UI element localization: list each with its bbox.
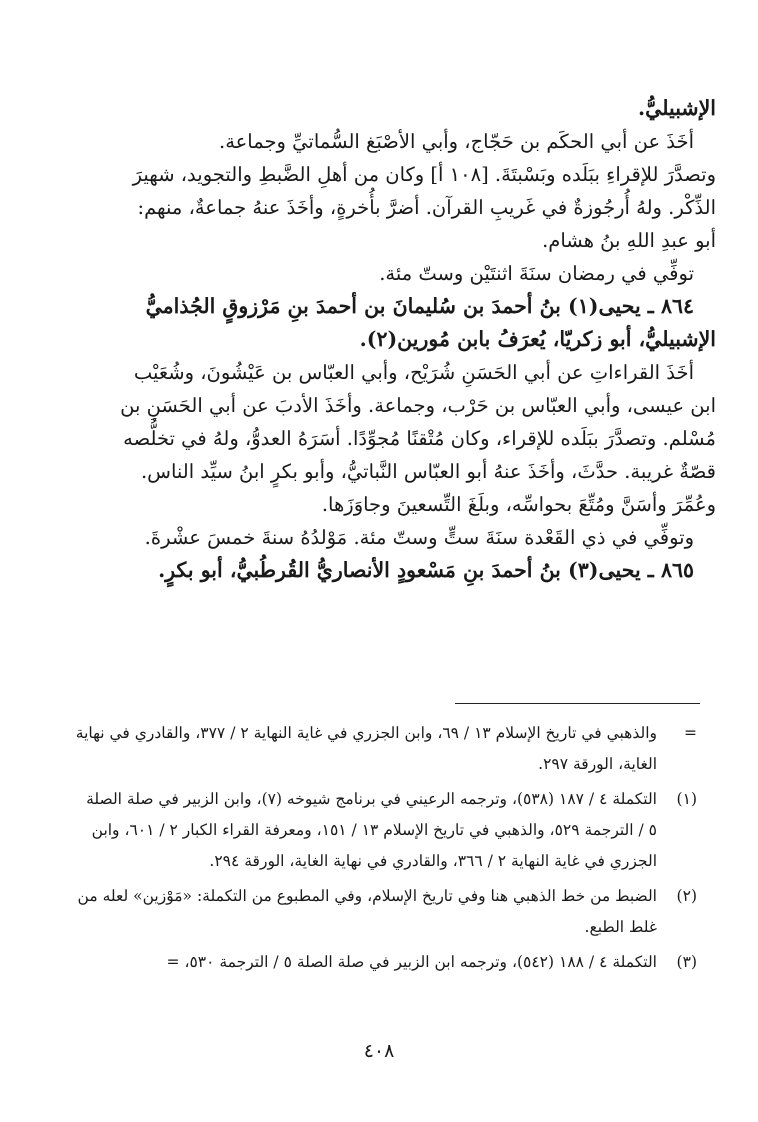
text-line: الذِّكْر. ولهُ أُرجُوزةٌ في غَريبِ القرآن. أضرَّ بأُخرةٍ، وأخَذَ عنهُ جماعةٌ، منهم: bbox=[137, 196, 716, 219]
footnote-1 bbox=[75, 784, 697, 877]
text-line: توفِّي في رمضان سنَةَ اثنتَيْن وستّ مئة. bbox=[379, 262, 694, 285]
footnote-3 bbox=[75, 947, 697, 978]
entry-heading-864-cont: الإشبيليُّ، أبو زكريّا، يُعرَفُ بابن مُورين(٢). bbox=[359, 327, 716, 351]
text-line: أخَذَ القراءاتِ عن أبي الحَسَنِ شُرَيْح، وأبي العبّاس بن عَيْشُونَ، وشُعَيْب bbox=[133, 361, 694, 384]
text-line: وتوفِّي في ذي القَعْدة سنَةَ ستٍّ وستّ مئة. مَوْلدُهُ سنةَ خمسَ عشْرةَ. bbox=[144, 526, 694, 549]
footnote-text: التكملة ٤ / ١٨٧ (٥٣٨)، وترجمه الرعيني في برنامج شيوخه (٧)، وابن الزبير في صلة الصلة ٥ / الترجمة ٥٢٩، والذهبي في تاريخ الإسلام ١٣ / ١٥١، ومعرفة القراء الكبار ٢ / ٦٠١، وابن الجزري في غاية النهاية ٢ / ٣٦٦، والقادري في نهاية الغاية، الورقة ٢٩٤. bbox=[86, 790, 657, 870]
footnote-text: والذهبي في تاريخ الإسلام ١٣ / ٦٩، وابن الجزري في غاية النهاية ٢ / ٣٧٧، والقادري في نهاية الغاية، الورقة ٢٩٧. bbox=[75, 724, 657, 773]
text-line: الإشبيليُّ. bbox=[638, 96, 716, 120]
footnote-text: الضبط من خط الذهبي هنا وفي تاريخ الإسلام، وفي المطبوع من التكملة: «مَوْزين» لعله من غلط الطبع. bbox=[77, 887, 657, 936]
footnote-text: التكملة ٤ / ١٨٨ (٥٤٢)، وترجمه ابن الزبير في صلة الصلة ٥ / الترجمة ٥٣٠، = bbox=[166, 953, 657, 971]
footnote-mark: (٣) bbox=[676, 953, 697, 971]
footnote-2 bbox=[75, 881, 697, 943]
footnote-mark: (٢) bbox=[676, 887, 697, 905]
entry-heading-864: ٨٦٤ ـ يحيى(١) بنُ أحمدَ بن سُليمانَ بن أحمدَ بنِ مَرْزوقٍ الجُذاميُّ bbox=[145, 294, 694, 318]
text-line: أخَذَ عن أبي الحكَم بن حَجّاج، وأبي الأصْبَغ السُّماتيِّ وجماعة. bbox=[219, 130, 694, 153]
text-line: ابن عيسى، وأبي العبّاس بن حَرْب، وجماعة. وأخَذَ الأدبَ عن أبي الحَسَنِ بن bbox=[120, 394, 716, 417]
entry-heading-865: ٨٦٥ ـ يحيى(٣) بنُ أحمدَ بنِ مَسْعودٍ الأنصاريُّ القُرطُبيُّ، أبو بكرٍ. bbox=[158, 558, 694, 582]
footnote-continued bbox=[75, 718, 697, 780]
main-text bbox=[68, 92, 716, 587]
footnotes bbox=[75, 718, 697, 982]
text-line: مُسْلم. وتصدَّرَ ببَلَده للإقراء، وكان مُتْقنًا مُجوِّدًا. أسَرَهُ العدوُّ، ولهُ في تخلُّصه bbox=[123, 427, 716, 450]
page-number: ٤٠٨ bbox=[363, 1040, 395, 1062]
text-line: وعُمِّرَ وأسَنَّ ومُتِّعَ بحواسِّه، وبلَغَ التِّسعينَ وجاوَزَها. bbox=[321, 493, 716, 516]
footnote-mark: = bbox=[684, 724, 697, 742]
text-line: قصّةٌ غريبة. حدَّثَ، وأخَذَ عنهُ أبو العبّاس النَّباتيُّ، وأبو بكرٍ ابنُ سيِّد الناس. bbox=[140, 460, 716, 483]
text-line: أبو عبدِ اللهِ بنُ هشام. bbox=[542, 229, 716, 252]
footnote-mark: (١) bbox=[676, 790, 697, 808]
text-line: وتصدَّرَ للإقراءِ ببَلَده وبَسْبتَةَ. [١٠٨ أ] وكان من أهلِ الضَّبطِ والتجويد، شهيرَ bbox=[132, 163, 716, 186]
footnote-separator bbox=[455, 703, 700, 704]
